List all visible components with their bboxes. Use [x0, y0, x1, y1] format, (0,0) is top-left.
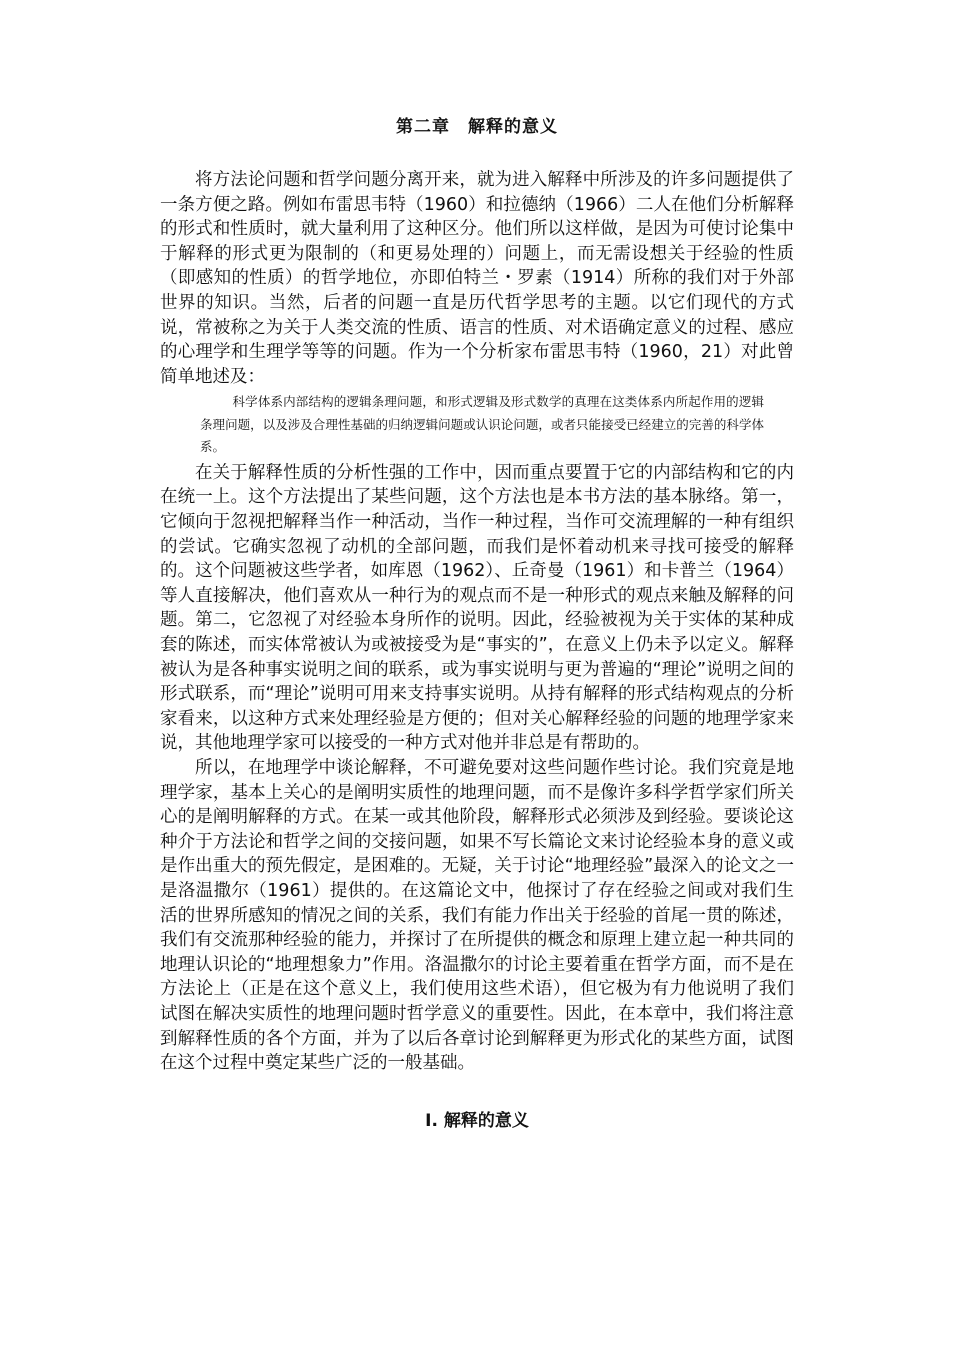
paragraph-3: 所以，在地理学中谈论解释，不可避免要对这些问题作些讨论。我们究竟是地理学家，基本上关心的是阐明实质性的地理问题，而不是像许多科学哲学家们所关心的是阐明解释的方式。在某一或其他阶段，解释形式必须涉及到经验。要谈论这种介于方法论和哲学之间的交接问题，如果不写长篇论文来讨论经验本身的意义或是作出重大的预先假定，是困难的。无疑，关于讨论“地理经验”最深入的论文之一是洛温撒尔（1961）提供的。在这篇论文中，他探讨了存在经验之间或对我们生活的世界所感知的情况之间的关系，我们有能力作出关于经验的首尾一贯的陈述，我们有交流那种经验的能力，并探讨了在所提供的概念和原理上建立起一种共同的地理认识论的“地理想象力”作用。洛温撒尔的讨论主要着重在哲学方面，而不是在方法论上（正是在这个意义上，我们使用这些术语），但它极为有力他说明了我们试图在解决实质性的地理问题时哲学意义的重要性。因此，在本章中，我们将注意到解释性质的各个方面，并为了以后各章讨论到解释更为形式化的某些方面，试图在这个过程中奠定某些广泛的一般基础。	[160, 757, 794, 1074]
block-quote: 科学体系内部结构的逻辑条理问题，和形式逻辑及形式数学的真理在这类体系内所起作用的逻辑条理问题，以及涉及合理性基础的归纳逻辑问题或认识论问题，或者只能接受已经建立的完善的科学体系。	[200, 394, 764, 455]
chapter-title: 第二章 解释的意义	[396, 117, 558, 137]
paragraph-2: 在关于解释性质的分析性强的工作中，因而重点要置于它的内部结构和它的内在统一上。这个方法提出了某些问题，这个方法也是本书方法的基本脉络。第一，它倾向于忽视把解释当作一种活动，当作一种过程，当作可交流理解的一种有组织的尝试。它确实忽视了动机的全部问题，而我们是怀着动机来寻找可接受的解释的。这个问题被这些学者，如库恩（1962）、丘奇曼（1961）和卡普兰（1964）等人直接解决，他们喜欢从一种行为的观点而不是一种形式的观点来触及解释的问题。第二，它忽视了对经验本身所作的说明。因此，经验被视为关于实体的某种成套的陈述，而实体常被认为或被接受为是“事实的”，在意义上仍未予以定义。解释被认为是各种事实说明之间的联系，或为事实说明与更为普遍的“理论”说明之间的形式联系，而“理论”说明可用来支持事实说明。从持有解释的形式结构观点的分析家看来，以这种方式来处理经验是方便的；但对关心解释经验的问题的地理学家来说，其他地理学家可以接受的一种方式对他并非总是有帮助的。	[160, 462, 794, 754]
document-page	[160, 112, 794, 1136]
section-title: I. 解释的意义	[425, 1110, 529, 1131]
paragraph-1: 将方法论问题和哲学问题分离开来，就为进入解释中所涉及的许多问题提供了一条方便之路。例如布雷思韦特（1960）和拉德纳（1966）二人在他们分析解释的形式和性质时，就大量利用了这种区分。他们所以这样做，是因为可使讨论集中于解释的形式更为限制的（和更易处理的）问题上，而无需设想关于经验的性质（即感知的性质）的哲学地位，亦即伯特兰・罗素（1914）所称的我们对于外部世界的知识。当然，后者的问题一直是历代哲学思考的主题。以它们现代的方式说，常被称之为关于人类交流的性质、语言的性质、对术语确定意义的过程、感应的心理学和生理学等等的问题。作为一个分析家布雷思韦特（1960，21）对此曾简单地述及：	[160, 170, 794, 387]
